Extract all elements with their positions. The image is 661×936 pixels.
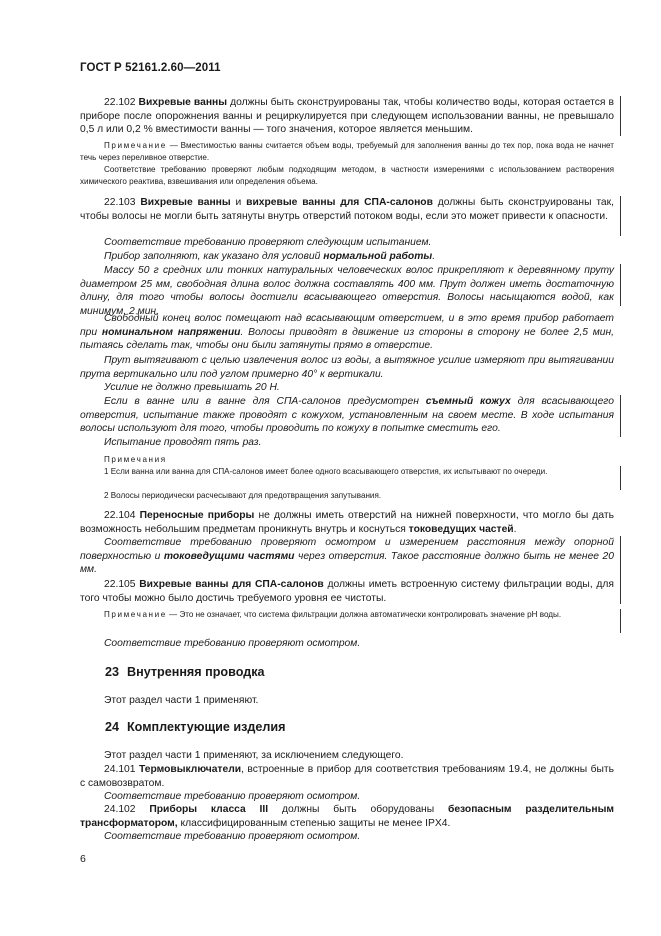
notes-label: Примечания (104, 455, 167, 464)
page-number: 6 (80, 853, 86, 865)
clause-number: 22.105 (104, 579, 136, 590)
change-bar (620, 466, 621, 490)
test-intro: Соответствие требованию проверяют следующим испытанием. (104, 237, 432, 248)
section-24-text: Этот раздел части 1 применяют, за исключением следующего. (104, 750, 404, 761)
change-bar (620, 609, 621, 633)
check-24-102: Соответствие требованию проверяют осмотром. (104, 831, 361, 842)
section-23-heading: 23 Внутренняя проводка (105, 665, 265, 679)
clause-number: 22.104 (104, 510, 136, 521)
clause-number: 24.101 (104, 764, 136, 775)
test-cover: Если в ванне или в ванне для СПА-салонов предусмотрен съемный кожух для всасывающего отверстия, испытание также проводят с кожухом, установленным на своем месте. В ходе испытания волосы используют для того, чтобы проводить по кожуху в попытке сместить его. (80, 396, 614, 435)
clause-24-102: 24.102 Приборы класса III должны быть оборудованы безопасным разделительным трансформатором, классифицированным степенью защиты не менее IPX4. (80, 804, 614, 829)
section-24-heading: 24 Комплектующие изделия (105, 720, 286, 734)
test-force: Усилие не должно превышать 20 Н. (104, 382, 280, 393)
clause-22-102: 22.102 Вихревые ванны должны быть сконструированы так, чтобы количество воды, которая остается в приборе после опорожнения ванны и рециркулируется при следующем использовании ванны, не превышало 0,5 л или 0,2 % вместимости ванны — того значения, которое является меньшим. (80, 97, 614, 136)
change-bar (620, 264, 621, 306)
note-22-105: Примечание — Это не означает, что система фильтрации должна автоматически контролировать значение рН воды. (104, 610, 562, 619)
note-22-102: Примечание — Вместимостью ванны считается объем воды, требуемый для заполнения ванны до тех пор, пока вода не начнет течь через переливное отверстие. (80, 141, 614, 163)
check-22-105: Соответствие требованию проверяют осмотром. (104, 638, 361, 649)
standard-header: ГОСТ Р 52161.2.60—2011 (80, 62, 221, 74)
note-1: 1 Если ванна или ванна для СПА-салонов имеет более одного всасывающего отверстия, их испытывают по очереди. (104, 467, 548, 476)
clause-number: 24.102 (104, 804, 136, 815)
check-24-101: Соответствие требованию проверяют осмотром. (104, 791, 361, 802)
note-label: Примечание (104, 610, 167, 619)
check-22-104: Соответствие требованию проверяют осмотром и измерением расстояния между опорной поверхностью и токоведущими частями через отверстия. Такое расстояние должно быть не менее 20 мм. (80, 537, 614, 576)
change-bar (620, 536, 621, 578)
test-repeat: Испытание проводят пять раз. (104, 437, 262, 448)
check-22-102: Соответствие требованию проверяют любым подходящим методом, в частности измерениями с использованием растворения химического реактива, взвешивания или определения объема. (80, 165, 614, 187)
test-free-end: Свободный конец волос помещают над всасывающим отверстием, и в это время прибор работает при номинальном напряжении. Волосы приводят в движение из стороны в сторону не более 2,5 мин, пытаясь сделать так, чтобы они были затянуты прямо в отверстие. (80, 313, 615, 352)
clause-22-104: 22.104 Переносные приборы не должны иметь отверстий на нижней поверхности, что могло бы дать возможность небольшим предметам проникнуть внутрь и коснуться токоведущих частей. (80, 510, 615, 535)
change-bar (620, 196, 621, 236)
test-fill: Прибор заполняют, как указано для условий нормальной работы. (104, 251, 436, 262)
clause-24-101: 24.101 Термовыключатели, встроенные в прибор для соответствия требованиям 19.4, не должны быть с самовозвратом. (80, 764, 614, 789)
section-23-text: Этот раздел части 1 применяют. (104, 695, 259, 706)
note-2: 2 Волосы периодически расчесывают для предотвращения запутывания. (104, 491, 382, 500)
term-bold: Вихревые ванны (138, 97, 228, 108)
clause-number: 22.103 (104, 197, 136, 208)
change-bar (620, 578, 621, 604)
change-bar (620, 96, 621, 136)
note-label: Примечание (104, 141, 167, 150)
test-pull: Прут вытягивают с целью извлечения волос из воды, а вытяжное усилие измеряют при вытягивании прута вертикально или под углом примерно 40° к вертикали. (80, 355, 614, 380)
clause-number: 22.102 (104, 97, 136, 108)
clause-22-105: 22.105 Вихревые ванны для СПА-салонов должны иметь встроенную систему фильтрации воды, для того чтобы можно было достичь требуемого уровня ее чистоты. (80, 579, 614, 604)
test-hair-mass: Массу 50 г средних или тонких натуральных человеческих волос прикрепляют к деревянному пруту диаметром 25 мм, свободная длина волос должна составлять 400 мм. Прут должен иметь достаточную длину, для того чтобы волосы достигли всасывающего отверстия. Волосы насыщаются водой, как минимум, 2 мин. (80, 265, 614, 317)
change-bar (620, 395, 621, 437)
clause-22-103: 22.103 Вихревые ванны и вихревые ванны для СПА-салонов должны быть сконструированы так, чтобы волосы не могли быть затянуты внутрь отверстий потоком воды, если это может привести к опасности. (80, 197, 615, 222)
